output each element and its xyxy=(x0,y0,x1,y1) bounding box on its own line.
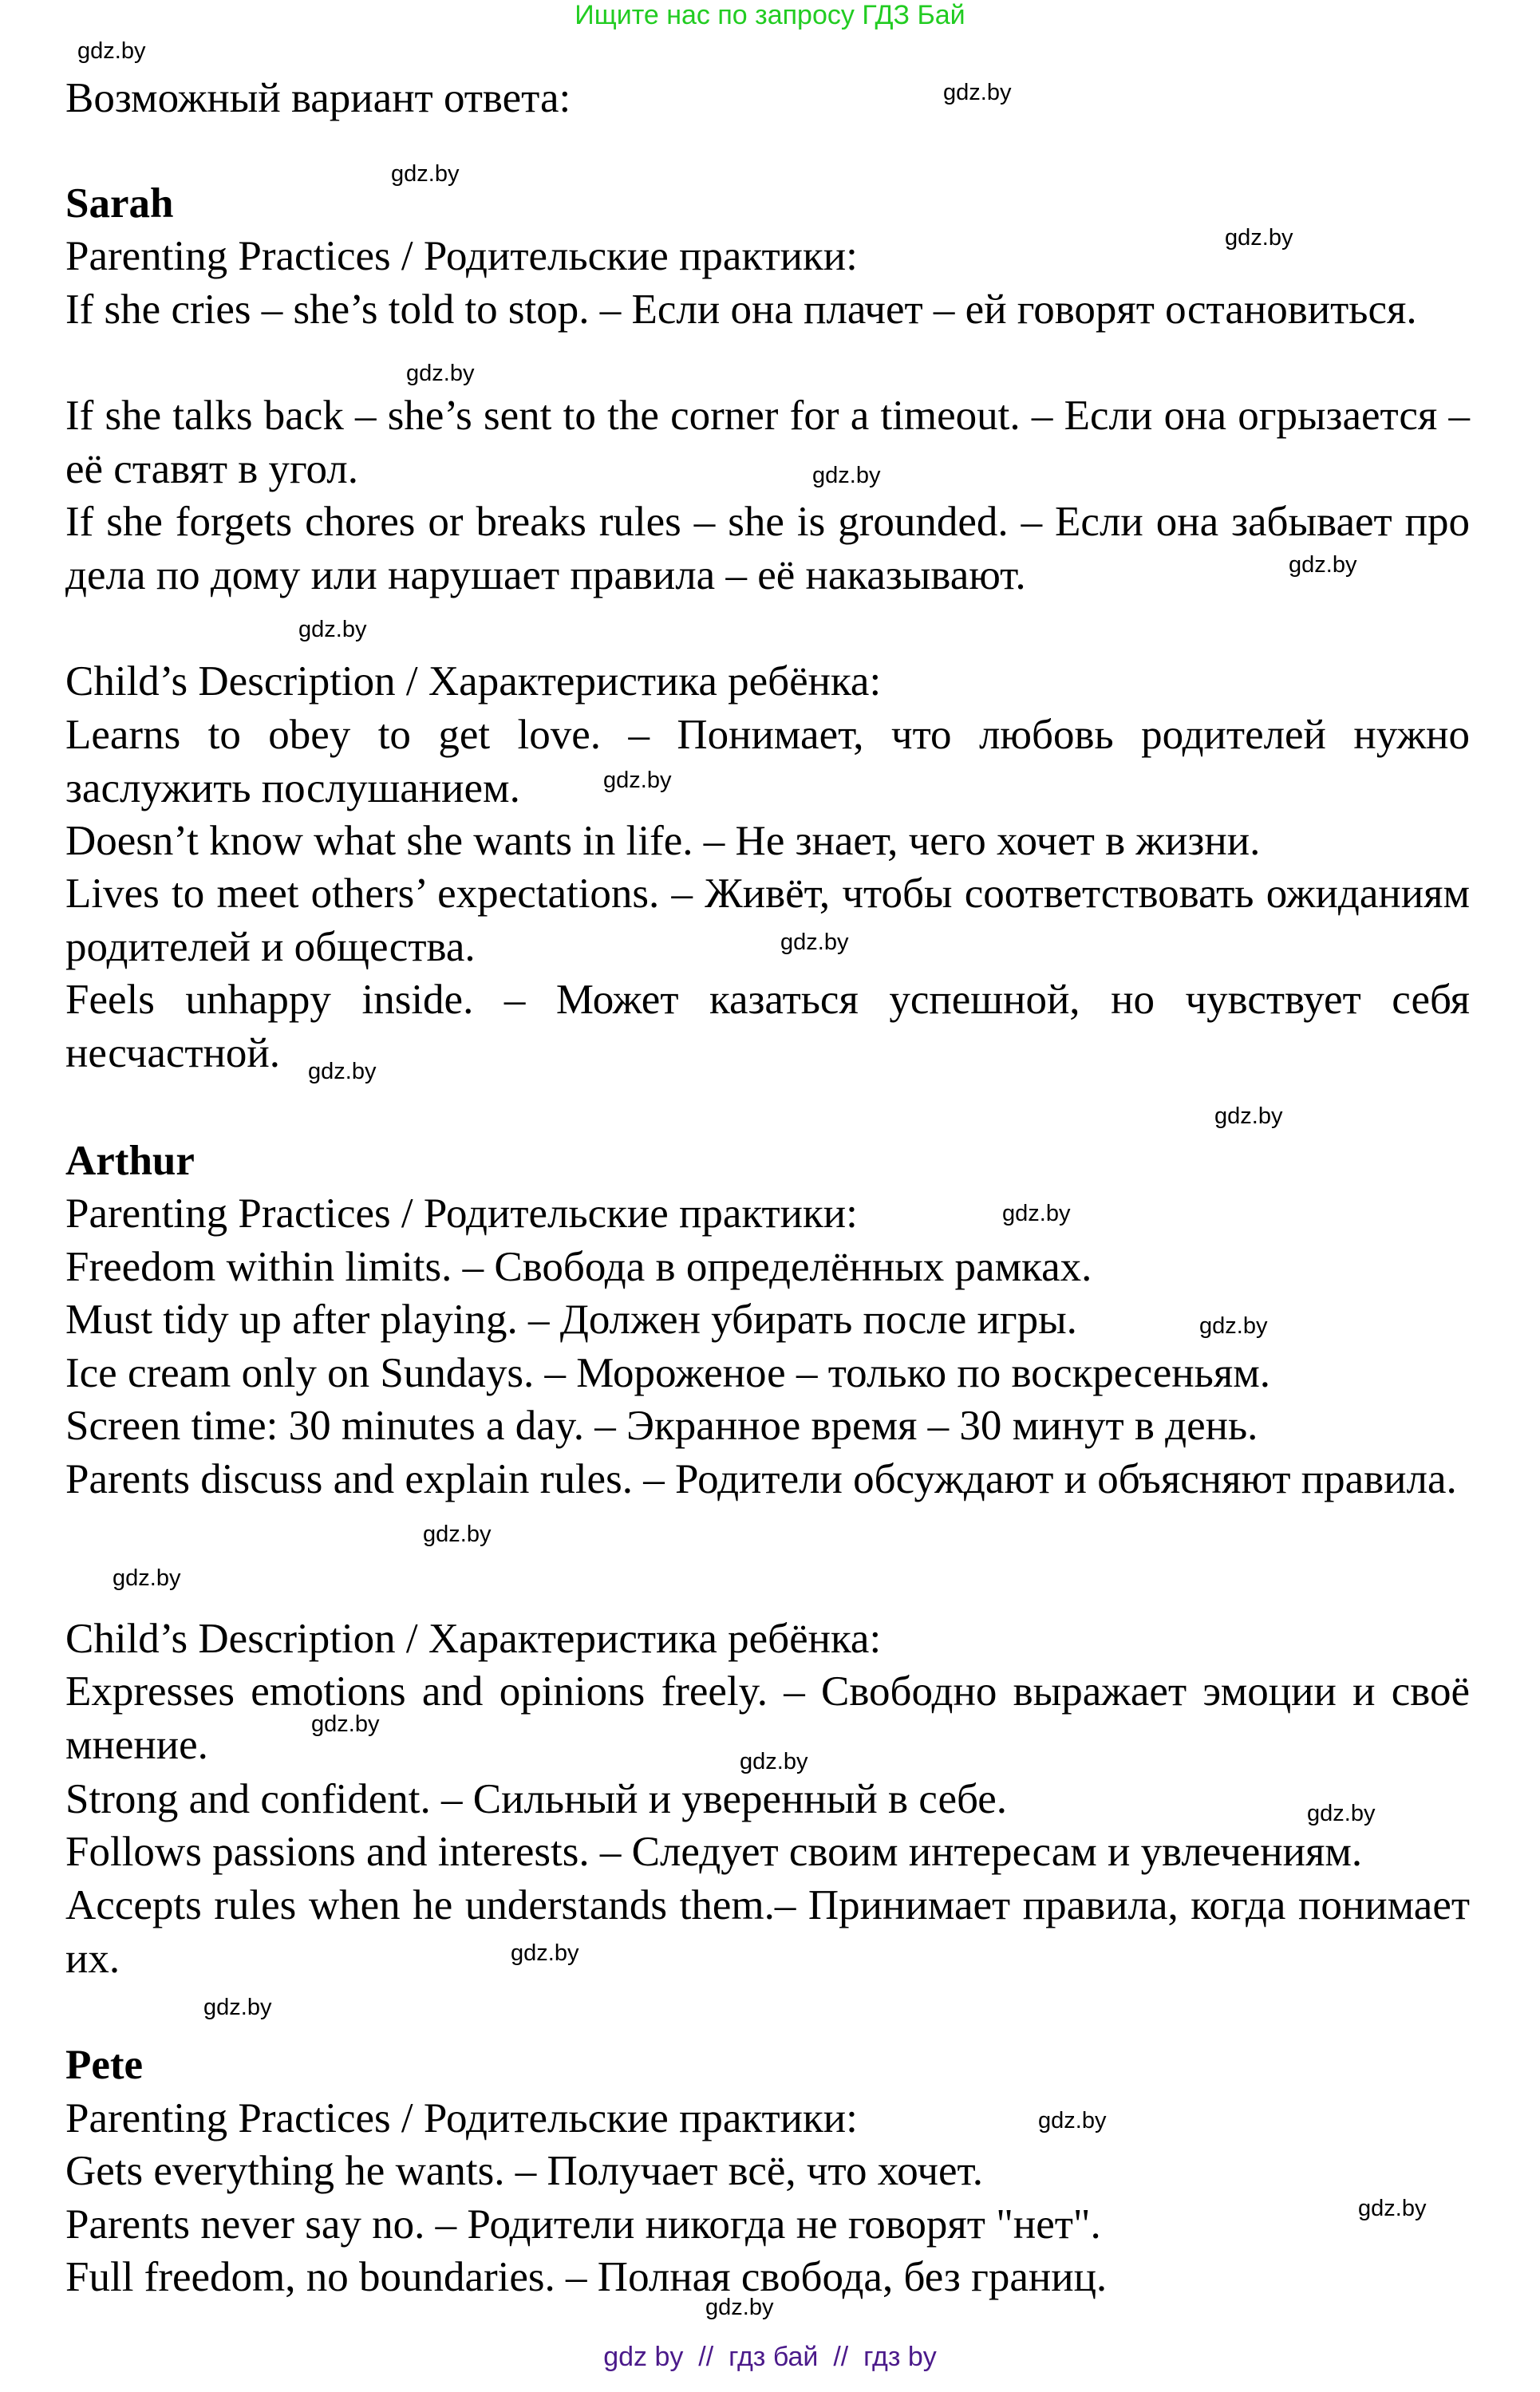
sarah-pp-title: Parenting Practices / Родительские практики: xyxy=(65,233,858,279)
arthur-pp-item: Parents discuss and explain rules. – Родители обсуждают и объясняют правила. xyxy=(65,1456,1457,1502)
watermark: gdz.by xyxy=(511,1940,579,1966)
pete-pp-item: Full freedom, no boundaries. – Полная свобода, без границ. xyxy=(65,2254,1108,2300)
watermark: gdz.by xyxy=(423,1522,492,1547)
watermark: gdz.by xyxy=(780,930,849,955)
watermark: gdz.by xyxy=(603,768,672,793)
arthur-pp-item: Must tidy up after playing. – Должен убирать после игры. xyxy=(65,1297,1077,1343)
arthur-cd-item: Accepts rules when he understands them.– Принимает правила, когда понимает их. xyxy=(65,1882,1470,1982)
sarah-pp-item: If she forgets chores or breaks rules – she is grounded. – Если она забывает про дела по дому или нарушает правила – её наказывают. xyxy=(65,499,1470,598)
sarah-pp-item: If she talks back – she’s sent to the corner for a timeout. – Если она огрызается – её ставят в угол. xyxy=(65,393,1470,492)
arthur-cd-item: Expresses emotions and opinions freely. – Свободно выражает эмоции и своё мнение. xyxy=(65,1668,1470,1768)
sarah-cd-item: Learns to obey to get love. – Понимает, что любовь родителей нужно заслужить послушанием. xyxy=(65,712,1470,811)
sarah-cd-item: Feels unhappy inside. – Может казаться успешной, но чувствует себя несчастной. xyxy=(65,977,1470,1076)
arthur-pp-title: Parenting Practices / Родительские практики: xyxy=(65,1190,858,1237)
watermark: gdz.by xyxy=(311,1711,380,1737)
pete-pp-item: Gets everything he wants. – Получает всё, что хочет. xyxy=(65,2148,983,2194)
watermark: gdz.by xyxy=(406,361,475,386)
watermark: gdz.by xyxy=(740,1749,808,1774)
arthur-pp-item: Ice cream only on Sundays. – Мороженое – только по воскресеньям. xyxy=(65,1350,1271,1396)
watermark: gdz.by xyxy=(77,38,146,64)
arthur-cd-item: Strong and confident. – Сильный и уверенный в себе. xyxy=(65,1776,1008,1822)
arthur-pp-item: Freedom within limits. – Свобода в определённых рамках. xyxy=(65,1244,1092,1290)
pete-pp-item: Parents never say no. – Родители никогда не говорят "нет". xyxy=(65,2201,1101,2248)
watermark: gdz.by xyxy=(1289,552,1357,578)
arthur-pp-item: Screen time: 30 minutes a day. – Экранное время – 30 минут в день. xyxy=(65,1403,1258,1449)
section-title-pete: Pete xyxy=(65,2042,144,2088)
watermark: gdz.by xyxy=(1214,1103,1283,1129)
watermark: gdz.by xyxy=(1199,1313,1268,1339)
watermark: gdz.by xyxy=(705,2295,774,2320)
sarah-pp-item: If she cries – she’s told to stop. – Если она плачет – ей говорят остановиться. xyxy=(65,286,1417,333)
sarah-cd-title: Child’s Description / Характеристика ребёнка: xyxy=(65,658,882,705)
watermark: gdz.by xyxy=(1358,2196,1427,2221)
watermark: gdz.by xyxy=(203,1995,272,2020)
sarah-cd-item: Doesn’t know what she wants in life. – Не знает, чего хочет в жизни. xyxy=(65,818,1261,864)
watermark: gdz.by xyxy=(113,1565,181,1591)
watermark: gdz.by xyxy=(308,1059,377,1084)
sarah-cd-item: Lives to meet others’ expectations. – Живёт, чтобы соответствовать ожиданиям родителей и общества. xyxy=(65,870,1470,970)
pete-pp-title: Parenting Practices / Родительские практики: xyxy=(65,2095,858,2141)
watermark: gdz.by xyxy=(812,463,881,488)
watermark: gdz.by xyxy=(1002,1201,1071,1226)
watermark: gdz.by xyxy=(1225,225,1293,251)
intro-heading: Возможный вариант ответа: xyxy=(65,75,571,121)
section-title-arthur: Arthur xyxy=(65,1138,195,1184)
arthur-cd-item: Follows passions and interests. – Следует своим интересам и увлечениям. xyxy=(65,1829,1363,1875)
watermark: gdz.by xyxy=(298,617,367,642)
watermark: gdz.by xyxy=(943,80,1012,105)
footer-links: gdz by // гдз бай // гдз by xyxy=(603,2342,937,2372)
section-title-sarah: Sarah xyxy=(65,180,174,227)
watermark: gdz.by xyxy=(1307,1801,1376,1826)
search-banner: Ищите нас по запросу ГДЗ Бай xyxy=(575,0,965,30)
watermark: gdz.by xyxy=(1038,2108,1107,2133)
arthur-cd-title: Child’s Description / Характеристика ребёнка: xyxy=(65,1616,882,1662)
watermark: gdz.by xyxy=(391,161,460,187)
